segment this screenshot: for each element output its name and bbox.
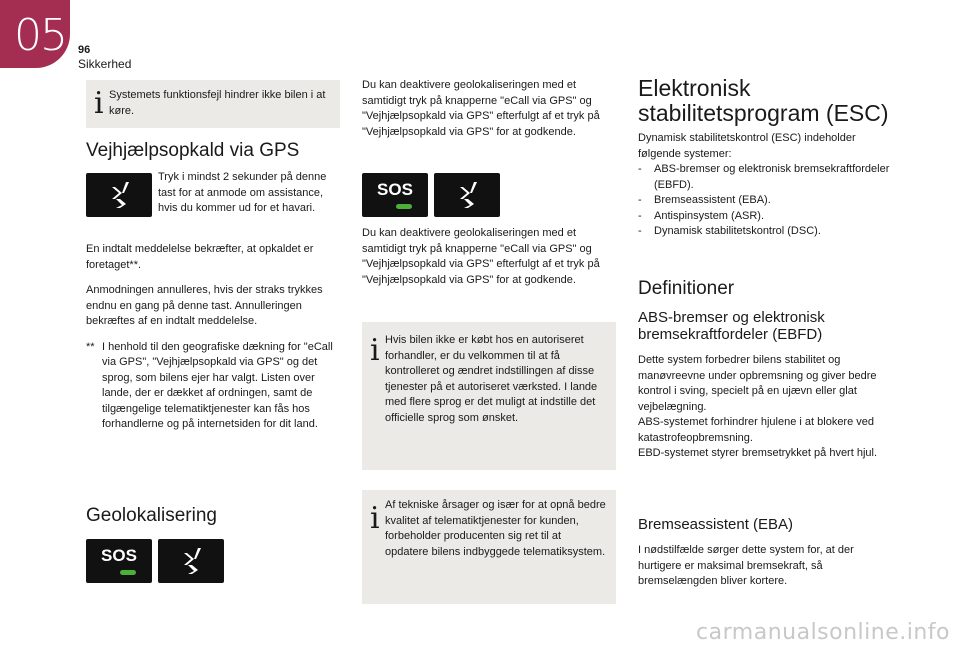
col1-para-2: Anmodningen annulleres, hvis der straks trykkes endnu en gang på denne tast. Annulleringen bekræftes af en indtalt meddelelse.	[86, 284, 323, 327]
assistance-button-image-2	[158, 539, 224, 583]
list-dash: -	[638, 163, 642, 175]
eba-para: I nødstilfælde sørger dette system for, at der hurtigere er maksimal bremsekraft, så bremselængden bliver kortere.	[638, 544, 854, 587]
list-dash: -	[638, 209, 642, 222]
list-item-text: Bremseassistent (EBA).	[654, 194, 771, 206]
assistance-button-image-3	[434, 173, 500, 217]
heading-gps: Vejhjælpsopkald via GPS	[86, 140, 300, 161]
info-icon: i	[370, 333, 380, 368]
esc-intro: Dynamisk stabilitetskontrol (ESC) indeholder følgende systemer:	[638, 132, 856, 160]
gps-button-description: Tryk i mindst 2 sekunder på denne tast for at anmode om assistance, hvis du kommer ud for et havari.	[158, 171, 327, 214]
col1-body	[86, 242, 344, 433]
watermark: carmanualsonline.info	[696, 620, 950, 645]
page-number: 96	[78, 44, 91, 56]
footnote	[86, 340, 344, 433]
abs-section	[638, 353, 894, 462]
abs-para-3: EBD-systemet styrer bremsetrykket på hvert hjul.	[638, 447, 878, 459]
list-item-text: Antispinsystem (ASR).	[654, 209, 765, 222]
sos-button-image	[86, 539, 152, 583]
info-box-update	[362, 490, 616, 604]
assistance-icon	[434, 173, 500, 217]
heading-definitions: Definitioner	[638, 278, 735, 299]
heading-abs: ABS-bremser og elektronisk bremsekraftfordeler (EBFD)	[638, 309, 825, 343]
list-item	[638, 162, 894, 193]
list-item	[638, 193, 894, 209]
info-icon: i	[94, 86, 104, 121]
heading-eba: Bremseassistent (EBA)	[638, 516, 794, 533]
chapter-tab	[0, 0, 70, 68]
abs-para-2: ABS-systemet forhindrer hjulene i at blokere ved katastrofeopbremsning.	[638, 416, 875, 444]
sos-led	[396, 204, 412, 209]
list-item-text: ABS-bremser og elektronisk bremsekraftfordeler (EBFD).	[654, 163, 890, 191]
sos-button-image-2	[362, 173, 428, 217]
list-dash: -	[638, 194, 642, 206]
info-box-dealer	[362, 322, 616, 470]
section-name: Sikkerhed	[78, 57, 132, 71]
list-dash: -	[638, 225, 642, 237]
list-item-text: Dynamisk stabilitetskontrol (DSC).	[654, 225, 821, 237]
info-box-top	[86, 80, 340, 128]
assistance-icon	[158, 539, 224, 583]
abs-para-1: Dette system forbedrer bilens stabilitet og manøvreevne under opbremsning og giver bedre kontrol i sving, specielt på en ujævn eller glat vejbelægning.	[638, 354, 877, 413]
footnote-mark: **	[86, 340, 95, 353]
list-item	[638, 209, 894, 225]
col2-para-2: Du kan deaktivere geolokaliseringen med et samtidigt tryk på knapperne "eCall via GPS" og "Vejhjælpsopkald via GPS" efterfulgt af et tryk på "Vejhjælpsopkald via GPS" for at godkende.	[362, 227, 600, 286]
info-icon: i	[370, 501, 380, 536]
assistance-button-image	[86, 173, 152, 217]
esc-section	[638, 131, 894, 240]
sos-led	[120, 570, 136, 575]
assistance-icon	[86, 173, 152, 217]
heading-esc: Elektronisk stabilitetsprogram (ESC)	[638, 75, 889, 126]
info-text: Systemets funktionsfejl hindrer ikke bilen i at køre.	[109, 89, 326, 117]
col1-para-1: En indtalt meddelelse bekræfter, at opkaldet er foretaget**.	[86, 243, 314, 271]
footnote-text: I henhold til den geografiske dækning for "eCall via GPS", "Vejhjælpsopkald via GPS" og det sprog, som bilens ejer har valgt. Listen over lande, der er dækket af ordningen, samt de tilgængelige telematiktjenester kan fås hos forhandlerne og på internetsiden for dit land.	[102, 340, 333, 430]
info-text: Af tekniske årsager og især for at opnå bedre kvalitet af telematiktjenester for kunden, forbeholder producenten sig ret til at opdatere bilens indbyggede telematiksystem.	[385, 499, 606, 558]
chapter-number: 05	[14, 10, 66, 61]
heading-geolocation: Geolokalisering	[86, 505, 217, 526]
sos-label: SOS	[377, 180, 413, 199]
sos-label: SOS	[101, 546, 137, 565]
list-item	[638, 224, 894, 240]
col2-para-1: Du kan deaktivere geolokaliseringen med et samtidigt tryk på knapperne "eCall via GPS" og "Vejhjælpsopkald via GPS" efterfulgt af et tryk på "Vejhjælpsopkald via GPS" for at godkende.	[362, 79, 600, 138]
info-text: Hvis bilen ikke er købt hos en autoriseret forhandler, er du velkommen til at få kontrolleret og ændret indstillingen af disse tjenester på et autoriseret værksted. I lande med flere sprog er det muligt at indstille det officielle sprog som ønsket.	[385, 334, 598, 424]
